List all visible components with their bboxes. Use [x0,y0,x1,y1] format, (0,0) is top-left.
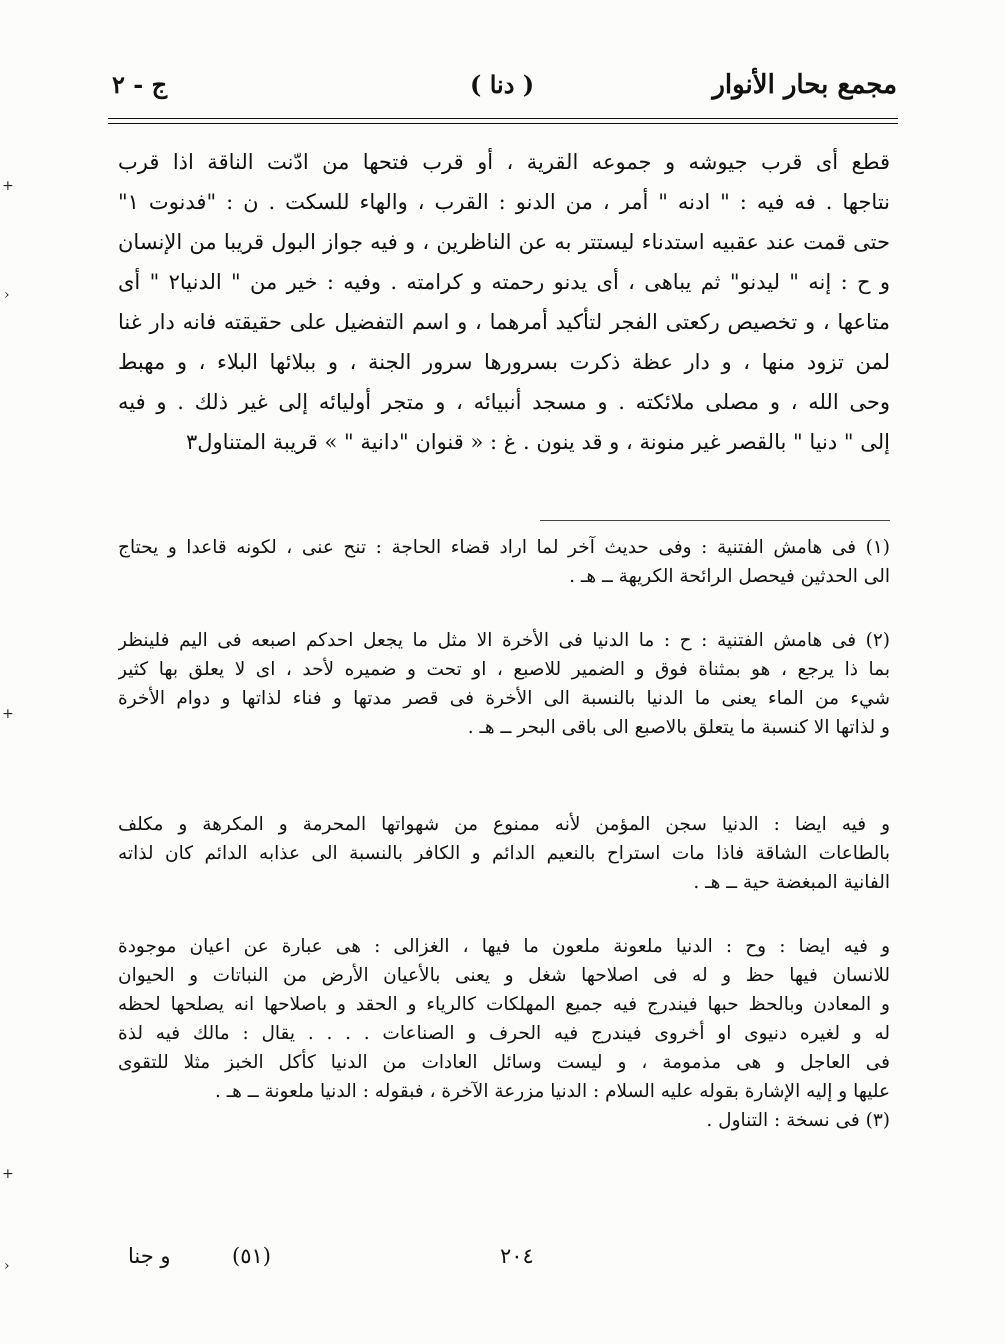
footnote-line: للانسان فيها حظ و له فى اصلاحها شغل و يعنى بالأعيان الأرض من النباتات و الحيوان [118,965,890,986]
page-number: ٢٠٤ [500,1244,534,1268]
footnote-separator [540,520,890,521]
footnote-line: (١) فى هامش الفتنية : وفى حديث آخر لما اراد قضاء الحاجة : تنح عنى ، لكونه قاعدا و يحتاج [118,537,890,558]
footnote-line: عليها و إليه الإشارة بقوله عليه السلام : الدنيا مزرعة الآخرة ، فبقوله : الدنيا ملعونة ــ هـ . [214,1081,890,1102]
footnote-continuation-2 [118,932,890,1135]
footnote-line: و فيه ايضا : وح : الدنيا ملعونة ملعون ما فيها ، الغزالى : هى عبارة عن اعيان موجودة [118,936,890,957]
entry-heading: ( دنا ) [470,70,535,99]
scan-mark: + [2,706,14,722]
scan-mark: + [2,1166,14,1182]
footnote-line: شيء من الماء يعنى ما الدنيا بالنسبة الى الأخرة فى قصر مدتها و فناء لذاتها و دوام الأخرة [118,688,890,709]
footnote-line: بما ذا يرجع ، هو بمثناة فوق و الضمير للاصبع ، او تحت و ضميره لأحد ، اى لا يعلق بها كثير [118,659,890,680]
book-title: مجمع بحار الأنوار [712,70,897,100]
footnote-line: (٣) فى نسخة : التناول . [706,1110,890,1131]
text-line: قطع أى قرب جيوشه و جموعه القرية ، أو قرب فتحها من ادّنت الناقة اذا قرب [118,150,890,174]
footnote-line: له و لغيره دنيوى او أخروى فيندرج فيه الحرف و الصناعات . . . . يقال : مالك فيه لذة [118,1023,890,1044]
scan-mark: › [4,1258,10,1274]
footnote-2 [118,626,890,742]
footnote-line: و لذاتها الا كنسبة ما يتعلق بالاصبع الى باقى البحر ــ هـ . [467,717,890,738]
text-line: متاعها ، و تخصيص ركعتى الفجر لتأكيد أمرهما ، و اسم التفضيل على حقيقته فانه دار غنا [118,310,890,334]
sheet-number: (٥١) [232,1244,271,1268]
text-line: و ح : إنه " ليدنو" ثم يباهى ، أى يدنو رحمته و كرامته . وفيه : خير من " الدنيا٢ " أى [118,270,890,294]
footnote-1 [118,533,890,591]
footnote-line: فى العاجل و هى مذمومة ، و ليست وسائل العادات من الدنيا كأكل الخبز مثلا للتقوى [118,1052,890,1073]
header-rule-top [108,118,898,119]
volume-label: ج - ٢ [112,70,168,99]
footnote-line: و المعادن وبالحظ حبها فيندرج فيه جميع المهلكات كالرياء و الحقد و باصلاحها انه يصلحها لحظه [118,994,890,1015]
text-line: إلى " دنيا " بالقصر غير منونة ، و قد ينون . غ : « قنوان "دانية " » قريبة المتناول٣ [185,430,890,454]
footnote-line: (٢) فى هامش الفتنية : ح : ما الدنيا فى الأخرة الا مثل ما يجعل احدكم اصبعه فى اليم فلينظر [118,630,890,651]
footnote-line: بالطاعات الشاقة فاذا مات استراح بالنعيم الدائم و الكافر بالنسبة الى عذابه الدائم كان لذاته [118,843,890,864]
text-line: لمن تزود منها ، و دار عظة ذكرت بسرورها سرور الجنة ، و ببلائها البلاء ، و مهبط [118,350,890,374]
text-line: حتى قمت عند عقبيه استدناء ليستتر به عن الناظرين ، و فيه جواز البول قريبا من الإنسان [118,230,890,254]
header-rule-bottom [108,123,898,124]
text-line: نتاجها . فه فيه : " ادنه " أمر ، من الدنو : القرب ، والهاء للسكت . ن : "فدنوت ١" [118,190,890,214]
footnote-continuation-1 [118,810,890,897]
scan-mark: › [4,287,10,303]
scan-mark: + [2,178,14,194]
footnote-line: و فيه ايضا : الدنيا سجن المؤمن لأنه ممنوع من شهواتها المحرمة و المكرهة و مكلف [118,814,890,835]
text-line: وحى الله ، و مصلى ملائكته . و مسجد أنبيائه ، و متجر أوليائه إلى غير ذلك . و فيه [118,390,890,414]
footnote-line: الى الحدثين فيحصل الرائحة الكريهة ــ هـ . [569,566,890,587]
footnote-line: الفانية المبغضة حية ــ هـ . [693,872,890,893]
main-text [118,142,890,462]
catchword: و جنا [128,1244,171,1268]
